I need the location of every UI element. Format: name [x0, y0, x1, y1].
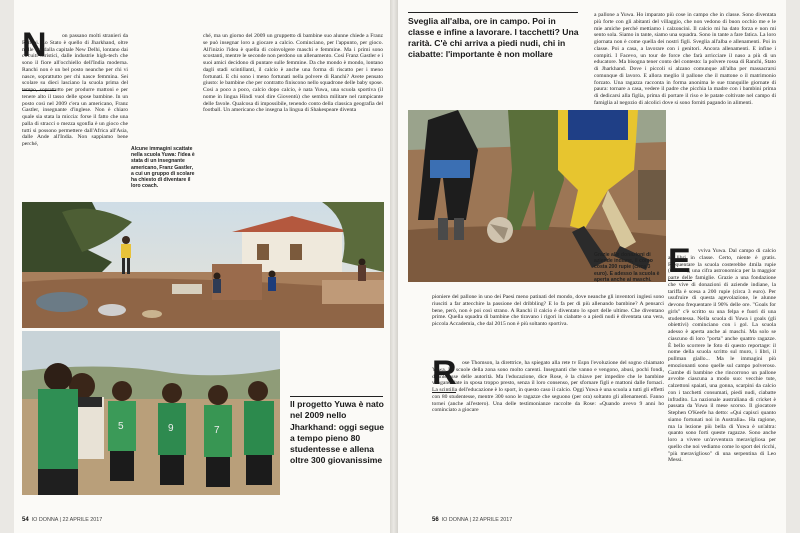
- left-page: [14, 0, 390, 533]
- page-number-left: 54: [22, 517, 29, 523]
- body-column-right-top: a pallone a Yuwa. Ho imparato più cose in campo che in classe. Sono diventata più forte con gli abitanti del villaggio, che non vedono di buon occhio me e le mie amiche perché mettiamo i calzoncini. Il calcio mi ha dato forza e non mi sento sola. Siamo in tante, siamo una squadra. Sono in tante a fare fatica. La loro giornata non è come quella dei nostri figli. Sveglia all'alba e allenamenti. Poi in classe. Poi a casa, a lavorare con i genitori. Ancora allenamenti. E infine i compiti. I Facevo, un tour de force che farà arricciare il naso a più di un educatore. Ma bisogna tener conto del contesto: la polvere rossa di Ranchi, Stato di Jharkhand. Dove i piccoli si alzano comunque all'alba per massacrarsi comunque di lavoro. E allora meglio il pallone che il mattone o il matrimonio forzato. Una ragazza racconta in forma anonima le sue tranquille giornate di paura: tornare a casa, vedere il padre che picchia la madre con i bambini prima di dedicarsi alla figlia, prima di portare il riso e le patate coltivate nel campo di famiglia al negozio di alcolici dove si sono forniti pagando in alimenti.: [594, 12, 776, 106]
- body-column-mid: pioniere del pallone in uno dei Paesi meno patinati del mondo, dove neanche gli inventori inglesi sono riusciti a far attecchire la passione del dribbling? E lo fa per di più allenando bambine? A pensarci bene, però, non è poi così strano. A Ranchi il calcio è diventato lo sport delle ultime. Che diventano prime. Quella squadra di bambine che tiravano i rigori in ciabatte o a piedi nudi è diventata una vera, piccola Accademia, che dal 2015 non è più soltanto sportiva.: [432, 294, 664, 327]
- dropcap-n: N: [22, 26, 47, 64]
- body-column-right-bottom: vviva Yuwa. Dal campo di calcio ai libri in classe. Certo, niente è gratis. Frequentare la scuola costerebbe 4mila rupie (60 euro), una cifra astronomica per la maggior parte delle famiglie. Grazie a una fondazione che vive di donazioni di aziende indiane, la tariffa è scesa a 200 rupie (circa 3 euro). Per usufruire di questa agevolazione, le alunne devono frequentare il 90% delle ore. "Goals for girls" c'è scritto su una felpa e fuori di una studentessa. Nella scuola di Yuwa i goals (gli obiettivi) cominciano con i gol. La scuola adesso è aperta anche ai maschi. Ma solo se ciascuno di loro "porta" anche quattro ragazze. È bello scorrere le foto di questo reportage: il nome della scuola scritto sul muro, i libri, il pullman giallo... Ma le immagini più emozionanti sono quelle sul campo polveroso. Gambe di bambine che rincorrono un pallone avvolte ciascuna a modo suo: vecchie tute, calzettoni spaiati, una gonna, scarpini da calcio con i tacchetti consumati, piedi nudi, ciabatte infradito. La nazionale australiana di cricket è passata da Yuwa il mese scorso. Il giocatore Stephen O'Keefe ha detto: «Qui capisci quanto siamo fortunati noi in Australia». Ha ragione, ma la lezione più bella di Yuwa è un'altra: quanto sono forti queste ragazze. Sono anche loro a vivere un'avventura meravigliosa per quello che noi vediamo come lo sport dei ricchi, "più meraviglioso" di una serpentina di Leo Messi.: [668, 248, 776, 464]
- photo-village-street: [22, 202, 384, 328]
- svg-text:7: 7: [214, 425, 220, 436]
- page-number-right: 56: [432, 517, 439, 523]
- body-column-2: ché, ma un giorno del 2009 un gruppetto di bambine suo alunne chiede a Franz se può insegnar loro a giocare a calcio. Cominciano, per l'appunto, per gioco. All'inizio l'idea è quella di coinvolgere maschi e femmine. Ma i primi sono scostanti, mentre le seconde non perdono un allenamento. Così Franz Gastler e i suoi amici decidono di puntare sulle femmine. Da che mondo è mondo, lontano dagli stadi scintillanti, il calcio è anche una forma di riscatto per i meno fortunati. E chi sono i meno fortunati nella polvere di Ranchi? Avete pensato giusto: le bambine che per contratto finiscono nello squadrone delle baby spose. Così a poco a poco, calcio dopo calcio, è nata Yuwa, una scuola sportiva (il nome in lingua Hindi vuol dire Gioventù) che sembra militare nel rampicante delle favole. Qualcosa di impossibile, tenendo conto della classica geografia del football. Un americano che insegna la lingua di Shakespeare diventa: [203, 33, 383, 114]
- intro-text: on passano molti stranieri da Ranchi. Lo Stato è quello di Jharkhand, oltre mille km dalla capitale New Delhi, lontano dai circuiti turistici, dalle industrie high-tech che sono il fiore all'occhiello dell'India moderna. Ranchi non è un bel posto neanche per chi vi nasce, soprattutto per chi nasce femmina. Sei scolare su dieci lasciano la scuola prima del tempo, soprattutto per produrre mattoni e per tenere alto il tasso delle spose bambine. In un posto così nel 2009 c'era un americano, Franz Gastler, insegnante d'inglese. Non è chiaro quale sia stata la miccia: forse il fatto che una palla di stracci o mezza sgonfia è un gioco che tutti si possono permettere dall'Africa all'Asia, dalle Ande all'India. Non sappiamo bene perché,: [22, 33, 128, 147]
- pull-quote: Il progetto Yuwa è nato nel 2009 nello Jharkhand: oggi segue a tempo pieno 80 studentesse e allena oltre 300 giovanissime: [290, 399, 385, 466]
- folio-right-label: IO DONNA | 22 APRILE 2017: [441, 517, 513, 523]
- photo-caption-right: Grazie alle donazioni di aziende indiane, il corso costa 200 rupie (circa 3 euro). E adesso la scuola è aperta anche ai maschi.: [594, 252, 660, 283]
- pullquote-rule: [290, 396, 383, 397]
- photo-girls-team: [22, 331, 280, 495]
- body-column-mid-2: ose Thomson, la direttrice, ha spiegato alla rete tv Espn l'evoluzione del sogno chiamato Yuwa. Le scuole della zona sono molto carenti. Insegnanti che vanno e vengono, abusi, pochi fondi, disinteresse delle autorità. Ma l'educazione, dice Rose, è la chiave per impedire che le bambine vengano date in sposa troppo presto, senza il loro consenso, per sfornare figli e mattoni dalle fornaci. La scintilla dell'educazione è lo sport, in questo caso il calcio. Oggi Yuwa è una scuola a tutti gli effetti con 80 studentesse, mentre 300 sono le ragazze che seguono (per ora) soltanto gli allenamenti. Fanno tornei (anche all'estero). Una delle testimonianze raccolte da Rose: «Quando avevo 9 anni ho cominciato a giocare: [432, 360, 664, 414]
- spine-gutter: [390, 0, 398, 533]
- headline: Sveglia all'alba, ore in campo. Poi in classe e infine a lavorare. I tacchetti? Una rarità. C'è chi arriva a piedi nudi, chi in ciabatte: l'importante è non mollare: [408, 16, 579, 59]
- svg-text:5: 5: [118, 421, 124, 432]
- right-page: [398, 0, 786, 533]
- dropcap-e: E: [668, 242, 691, 280]
- dropcap-r: R: [432, 354, 457, 392]
- folio-left-label: IO DONNA | 22 APRILE 2017: [31, 517, 103, 523]
- folio-left: [22, 517, 102, 523]
- photo-caption-left: Alcune immagini scattate nella scuola Yuwa: l'idea è stata di un insegnante americano, Franz Gastler, a cui un gruppo di scolare ha chiesto di diventare il loro coach.: [131, 146, 195, 190]
- folio-right: [432, 517, 512, 523]
- headline-rule: [408, 12, 578, 13]
- svg-text:9: 9: [168, 423, 174, 434]
